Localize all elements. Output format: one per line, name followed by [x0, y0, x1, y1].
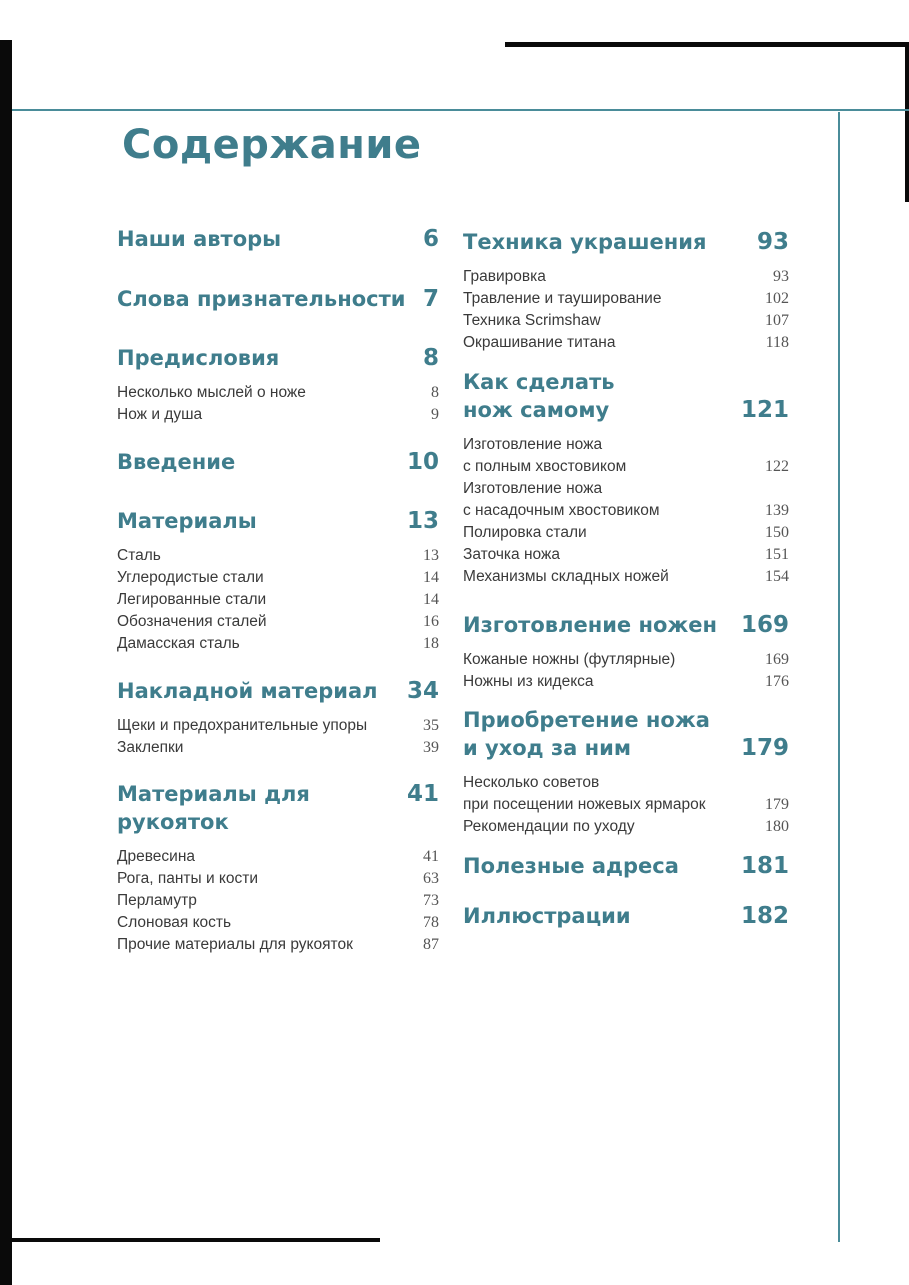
scan-edge-top-left	[0, 40, 12, 1285]
subentry-list	[117, 715, 439, 759]
toc-section	[117, 780, 439, 956]
entry-label	[463, 478, 660, 522]
toc-entry[interactable]	[117, 404, 439, 426]
entry-label: Рога, панты и кости	[117, 870, 258, 887]
section-title: Материалы для рукояток	[117, 782, 310, 834]
entry-label: Заточка ножа	[463, 546, 560, 563]
toc-section	[463, 706, 789, 838]
entry-label: Несколько мыслей о ноже	[117, 384, 306, 401]
toc-entry[interactable]	[117, 382, 439, 404]
entry-page-number: 107	[765, 312, 789, 329]
toc-entry[interactable]	[463, 649, 789, 671]
entry-page-number: 35	[423, 717, 439, 734]
toc-entry[interactable]	[117, 633, 439, 655]
section-title-line: нож самому	[463, 398, 610, 422]
entry-label: Нож и душа	[117, 406, 203, 423]
toc-section	[463, 902, 789, 930]
entry-page-number: 180	[765, 818, 789, 835]
toc-entry[interactable]	[117, 737, 439, 759]
toc-right-column	[463, 0, 789, 1285]
entry-page-number: 18	[423, 635, 439, 652]
entry-page-number: 13	[423, 547, 439, 564]
entry-page-number: 16	[423, 613, 439, 630]
toc-entry[interactable]	[463, 332, 789, 354]
toc-entry[interactable]	[117, 611, 439, 633]
entry-label: Техника Scrimshaw	[463, 312, 601, 329]
entry-page-number: 139	[765, 502, 789, 519]
toc-entry[interactable]	[117, 567, 439, 589]
section-title: Накладной материал	[117, 679, 378, 703]
entry-label-line: с полным хвостовиком	[463, 458, 627, 475]
toc-entry[interactable]	[117, 868, 439, 890]
entry-label: Окрашивание титана	[463, 334, 616, 351]
toc-section	[117, 225, 439, 253]
toc-entry[interactable]	[463, 310, 789, 332]
entry-label-line: при посещении ножевых ярмарок	[463, 796, 706, 813]
toc-entry[interactable]	[463, 522, 789, 544]
section-page-number: 179	[740, 735, 789, 761]
toc-entry[interactable]	[463, 266, 789, 288]
section-title-line: и уход за ним	[463, 736, 632, 760]
section-heading[interactable]	[117, 344, 439, 372]
section-page-number: 182	[740, 903, 789, 929]
section-title: Предисловия	[117, 346, 280, 370]
section-title: Полезные адреса	[463, 854, 679, 878]
entry-label: Заклепки	[117, 739, 184, 756]
section-page-number: 7	[422, 286, 439, 312]
toc-section	[117, 677, 439, 759]
section-page-number: 13	[406, 508, 439, 534]
section-page-number: 41	[406, 781, 439, 807]
section-heading[interactable]	[117, 677, 439, 705]
section-title-line: Как сделать	[463, 370, 615, 394]
section-title-line: Приобретение ножа	[463, 708, 710, 732]
toc-entry[interactable]	[463, 566, 789, 588]
section-title: Введение	[117, 450, 236, 474]
entry-page-number: 14	[423, 591, 439, 608]
section-title: Изготовление ножен	[463, 613, 718, 637]
section-page-number: 121	[740, 397, 789, 423]
toc-entry[interactable]	[463, 544, 789, 566]
entry-page-number: 176	[765, 673, 789, 690]
toc-section	[463, 228, 789, 354]
toc-section	[117, 285, 439, 313]
entry-label: Дамасская сталь	[117, 635, 240, 652]
entry-label	[463, 434, 626, 478]
toc-entry[interactable]	[463, 434, 789, 478]
entry-page-number: 87	[423, 936, 439, 953]
section-heading[interactable]	[463, 706, 789, 762]
entry-page-number: 93	[773, 268, 789, 285]
toc-section	[463, 368, 789, 588]
entry-label-line: Несколько советов	[463, 774, 600, 791]
section-heading[interactable]	[117, 780, 439, 836]
section-heading[interactable]	[463, 368, 789, 424]
toc-entry[interactable]	[117, 715, 439, 737]
entry-label: Щеки и предохранительные упоры	[117, 717, 368, 734]
section-heading[interactable]	[463, 852, 789, 880]
toc-section	[117, 344, 439, 426]
entry-label: Перламутр	[117, 892, 197, 909]
section-title: Наши авторы	[117, 227, 282, 251]
toc-entry[interactable]	[117, 890, 439, 912]
section-heading[interactable]	[117, 285, 439, 313]
entry-page-number: 8	[431, 384, 439, 401]
scan-edge-right	[905, 42, 909, 202]
entry-label: Легированные стали	[117, 591, 267, 608]
subentry-list	[463, 772, 789, 838]
toc-entry[interactable]	[463, 772, 789, 816]
toc-entry[interactable]	[117, 545, 439, 567]
entry-label: Травление и тауширование	[463, 290, 662, 307]
entry-page-number: 169	[765, 651, 789, 668]
entry-page-number: 73	[423, 892, 439, 909]
section-title: Материалы	[117, 509, 257, 533]
toc-section	[463, 611, 789, 693]
section-title: Слова признательности	[117, 287, 406, 311]
entry-page-number: 102	[765, 290, 789, 307]
toc-section	[117, 507, 439, 655]
section-heading[interactable]	[117, 448, 439, 476]
entry-page-number: 9	[431, 406, 439, 423]
entry-label: Слоновая кость	[117, 914, 232, 931]
subentry-list	[463, 649, 789, 693]
toc-entry[interactable]	[117, 846, 439, 868]
entry-page-number: 122	[765, 458, 789, 475]
subentry-list	[463, 434, 789, 588]
section-page-number: 181	[740, 853, 789, 879]
toc-entry[interactable]	[463, 478, 789, 522]
entry-page-number: 63	[423, 870, 439, 887]
page-title: Содержание	[122, 122, 422, 168]
toc-section	[463, 852, 789, 880]
section-page-number: 8	[422, 345, 439, 371]
entry-label: Гравировка	[463, 268, 546, 285]
entry-page-number: 14	[423, 569, 439, 586]
toc-entry[interactable]	[117, 912, 439, 934]
entry-label: Кожаные ножны (футлярные)	[463, 651, 676, 668]
entry-page-number: 179	[765, 796, 789, 813]
section-heading[interactable]	[463, 611, 789, 639]
entry-label: Сталь	[117, 547, 161, 564]
entry-label-line: Изготовление ножа	[463, 436, 603, 453]
toc-entry[interactable]	[463, 816, 789, 838]
entry-label: Прочие материалы для рукояток	[117, 936, 353, 953]
toc-left-column	[117, 0, 439, 1285]
entry-label: Рекомендации по уходу	[463, 818, 635, 835]
toc-entry[interactable]	[117, 934, 439, 956]
toc-entry[interactable]	[463, 671, 789, 693]
entry-label: Обозначения сталей	[117, 613, 267, 630]
section-heading[interactable]	[463, 228, 789, 256]
entry-label: Углеродистые стали	[117, 569, 264, 586]
right-rule	[838, 112, 840, 1242]
section-page-number: 10	[406, 449, 439, 475]
entry-label-line: с насадочным хвостовиком	[463, 502, 660, 519]
entry-label: Механизмы складных ножей	[463, 568, 669, 585]
section-title	[463, 368, 615, 424]
entry-page-number: 154	[765, 568, 789, 585]
entry-label: Ножны из кидекса	[463, 673, 594, 690]
entry-label	[463, 772, 705, 816]
section-page-number: 34	[406, 678, 439, 704]
subentry-list	[117, 382, 439, 426]
entry-page-number: 78	[423, 914, 439, 931]
toc-entry[interactable]	[463, 288, 789, 310]
entry-page-number: 151	[765, 546, 789, 563]
toc-entry[interactable]	[117, 589, 439, 611]
subentry-list	[117, 545, 439, 655]
entry-page-number: 118	[765, 334, 789, 351]
entry-label: Полировка стали	[463, 524, 587, 541]
subentry-list	[463, 266, 789, 354]
section-title	[463, 706, 710, 762]
section-title: Иллюстрации	[463, 904, 631, 928]
subentry-list	[117, 846, 439, 956]
section-title: Техника украшения	[463, 230, 707, 254]
entry-page-number: 41	[423, 848, 439, 865]
toc-section	[117, 448, 439, 476]
entry-label: Древесина	[117, 848, 196, 865]
entry-page-number: 39	[423, 739, 439, 756]
section-heading[interactable]	[463, 902, 789, 930]
section-heading[interactable]	[117, 225, 439, 253]
section-heading[interactable]	[117, 507, 439, 535]
section-page-number: 93	[756, 229, 789, 255]
entry-page-number: 150	[765, 524, 789, 541]
section-page-number: 6	[422, 226, 439, 252]
section-page-number: 169	[740, 612, 789, 638]
entry-label-line: Изготовление ножа	[463, 480, 603, 497]
